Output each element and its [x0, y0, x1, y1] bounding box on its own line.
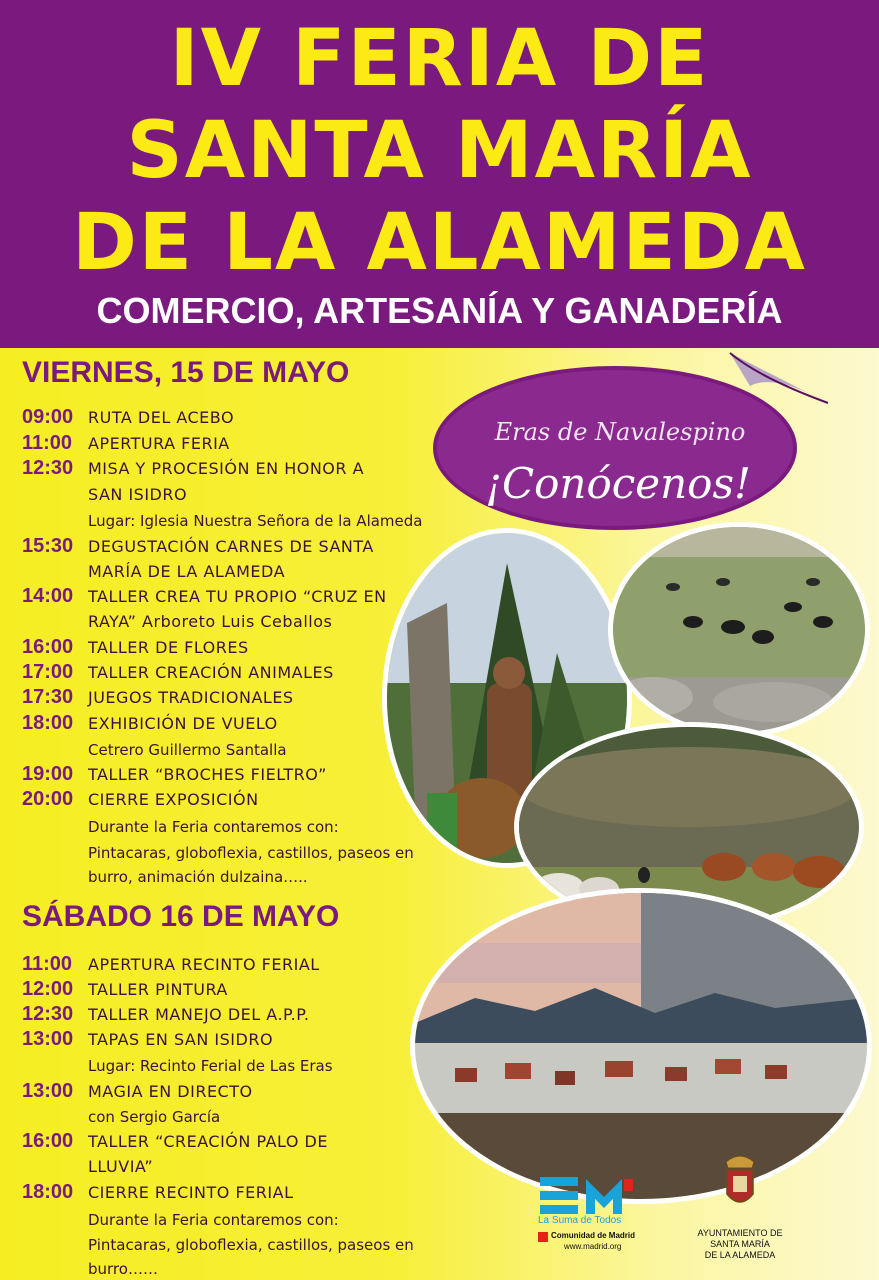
- event-note: Lugar: Recinto Ferial de Las Eras: [88, 1057, 333, 1075]
- event-time: 11:00: [22, 432, 73, 454]
- event-time: 16:00: [22, 636, 74, 658]
- closing-note: Durante la Feria contaremos con:: [88, 818, 339, 836]
- ayuntamiento-line-1: AYUNTAMIENTO DE: [697, 1228, 783, 1238]
- coat-of-arms-icon: [722, 1150, 758, 1212]
- comunidad-name: Comunidad de Madrid: [551, 1231, 635, 1240]
- friday-heading: VIERNES, 15 DE MAYO: [22, 356, 350, 389]
- photo-goats: [608, 522, 870, 737]
- event-label: TALLER CREACIÓN ANIMALES: [88, 663, 334, 682]
- event-time: 15:30: [22, 535, 74, 557]
- event-time: 11:00: [22, 953, 73, 975]
- comunidad-tagline: La Suma de Todos: [538, 1215, 622, 1226]
- event-time: 16:00: [22, 1130, 74, 1152]
- event-label: TALLER DE FLORES: [88, 638, 249, 657]
- closing-note: Pintacaras, globoflexia, castillos, paseos en: [88, 1236, 414, 1254]
- event-label: DEGUSTACIÓN CARNES DE SANTA: [88, 537, 374, 556]
- event-time: 17:00: [22, 661, 74, 683]
- badge-line-1: Eras de Navalespino: [494, 418, 746, 446]
- event-note: Lugar: Iglesia Nuestra Señora de la Alameda: [88, 512, 423, 530]
- event-label: CIERRE RECINTO FERIAL: [88, 1183, 294, 1202]
- subtitle: COMERCIO, ARTESANÍA Y GANADERÍA: [96, 290, 783, 331]
- event-time: 09:00: [22, 406, 74, 428]
- madrid-flag-icon: [538, 1232, 548, 1242]
- closing-note: burro……: [88, 1260, 158, 1278]
- badge-line-2: ¡Conócenos!: [485, 459, 751, 508]
- event-label: TALLER “BROCHES FIELTRO”: [88, 765, 327, 784]
- event-label: EXHIBICIÓN DE VUELO: [88, 714, 278, 733]
- closing-note: Durante la Feria contaremos con:: [88, 1211, 339, 1229]
- event-time: 13:00: [22, 1080, 74, 1102]
- saturday-heading: SÁBADO 16 DE MAYO: [22, 900, 340, 933]
- event-time: 12:30: [22, 1003, 74, 1025]
- event-time: 17:30: [22, 686, 74, 708]
- comunidad-url: www.madrid.org: [564, 1242, 622, 1251]
- event-label: MISA Y PROCESIÓN EN HONOR A: [88, 459, 365, 478]
- ayuntamiento-line-2: SANTA MARÍA: [710, 1239, 770, 1249]
- event-label-cont: MARÍA DE LA ALAMEDA: [88, 562, 286, 581]
- title-line-3: DE LA ALAMEDA: [72, 198, 807, 288]
- em-logo-icon: [538, 1175, 634, 1217]
- event-time: 18:00: [22, 1181, 74, 1203]
- event-note: Cetrero Guillermo Santalla: [88, 741, 287, 759]
- event-time: 19:00: [22, 763, 74, 785]
- event-label: TALLER PINTURA: [88, 980, 228, 999]
- ayuntamiento-line-3: DE LA ALAMEDA: [704, 1250, 776, 1260]
- event-label: TALLER MANEJO DEL A.P.P.: [88, 1005, 310, 1024]
- closing-note: burro, animación dulzaina…..: [88, 868, 308, 886]
- title-line-2: SANTA MARÍA: [126, 106, 753, 196]
- event-label: RUTA DEL ACEBO: [88, 408, 235, 427]
- event-label: CIERRE EXPOSICIÓN: [88, 790, 259, 809]
- title-line-1: IV FERIA DE: [169, 14, 710, 104]
- event-label-cont: RAYA” Arboreto Luis Ceballos: [88, 612, 333, 631]
- event-note: con Sergio García: [88, 1108, 221, 1126]
- event-time: 18:00: [22, 712, 74, 734]
- event-label: TAPAS EN SAN ISIDRO: [88, 1030, 274, 1049]
- event-label-cont: SAN ISIDRO: [88, 485, 188, 504]
- event-label: TALLER “CREACIÓN PALO DE: [88, 1132, 328, 1151]
- event-time: 13:00: [22, 1028, 74, 1050]
- event-time: 20:00: [22, 788, 74, 810]
- ayuntamiento-logo: [680, 1150, 800, 1270]
- event-label: MAGIA EN DIRECTO: [88, 1082, 253, 1101]
- event-time: 12:30: [22, 457, 74, 479]
- photo-village: [410, 888, 872, 1204]
- event-label-cont: LLUVIA”: [88, 1157, 154, 1176]
- badge-conocenos: [430, 348, 830, 533]
- closing-note: Pintacaras, globoflexia, castillos, paseos en: [88, 844, 414, 862]
- event-time: 14:00: [22, 585, 74, 607]
- event-label: TALLER CREA TU PROPIO “CRUZ EN: [88, 587, 387, 606]
- event-label: APERTURA RECINTO FERIAL: [88, 955, 320, 974]
- comunidad-madrid-logo: [538, 1175, 634, 1255]
- event-label: APERTURA FERIA: [88, 434, 230, 453]
- event-time: 12:00: [22, 978, 74, 1000]
- event-label: JUEGOS TRADICIONALES: [88, 688, 294, 707]
